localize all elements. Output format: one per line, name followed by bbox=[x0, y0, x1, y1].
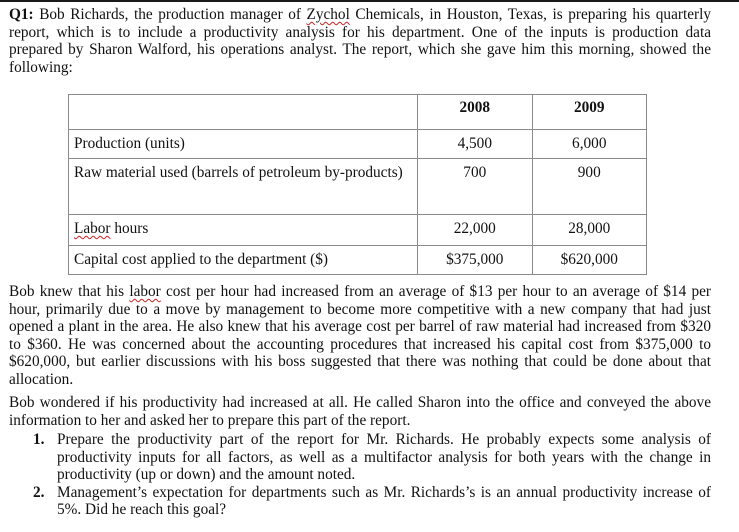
body-paragraph-2: Bob wondered if his productivity had increased at all. He called Sharon into the office and conveyed the above information to her and asked her to prepare this part of the report. bbox=[9, 394, 711, 429]
list-item bbox=[33, 484, 711, 519]
row-label: Production (units) bbox=[69, 130, 418, 159]
list-item-text: Management’s expectation for departments such as Mr. Richards’s is an annual productivity increase of 5%. Did he reach this goal? bbox=[57, 483, 711, 519]
value-2009: $620,000 bbox=[532, 246, 646, 275]
intro-text-a: Bob Richards, the production manager of bbox=[33, 6, 307, 23]
header-cell-blank bbox=[69, 95, 418, 130]
intro-text-b: Chemicals, in Houston, Texas, is preparing his quarterly report, which is to include a productivity analysis for his department. One of the inputs is production data prepared by Sharon Walford, his operations analyst. The report, which she gave him this morning, showed the following: bbox=[9, 6, 711, 76]
top-rule bbox=[0, 0, 739, 2]
row-label bbox=[69, 215, 418, 246]
value-2009: 28,000 bbox=[532, 215, 646, 246]
value-2008: 700 bbox=[418, 159, 532, 215]
row-label: Raw material used (barrels of petroleum by-products) bbox=[69, 159, 418, 215]
question-label: Q1: bbox=[9, 6, 34, 23]
intro-paragraph bbox=[9, 6, 711, 76]
body1-text-b: cost per hour had increased from an average of $13 per hour to an average of $14 per hour, primarily due to a move by management to become more competitive with a new company that had just opened a plant in the area. He also knew that his average cost per barrel of raw material had increased from $320 to $360. He was concerned about the accounting procedures that increased his capital cost from $375,000 to $620,000, but earlier discussions with his boss suggested that there was nothing that could be done about that allocation. bbox=[9, 283, 711, 388]
list-number: 2. bbox=[33, 483, 45, 501]
value-2008: $375,000 bbox=[418, 246, 532, 275]
table-row bbox=[69, 130, 647, 159]
table-row bbox=[69, 215, 647, 246]
value-2008: 22,000 bbox=[418, 215, 532, 246]
header-cell-2009: 2009 bbox=[532, 95, 646, 130]
table-row bbox=[69, 159, 647, 215]
value-2008: 4,500 bbox=[418, 130, 532, 159]
question-list bbox=[33, 431, 711, 519]
list-item bbox=[33, 431, 711, 484]
table-header-row bbox=[69, 95, 647, 130]
list-number: 1. bbox=[33, 431, 45, 448]
header-cell-2008: 2008 bbox=[418, 95, 532, 130]
row-label: Capital cost applied to the department ($) bbox=[69, 246, 418, 275]
value-2009: 900 bbox=[532, 159, 646, 215]
labor-word: labor bbox=[129, 283, 161, 300]
value-2009: 6,000 bbox=[532, 130, 646, 159]
body-paragraph-1 bbox=[9, 283, 711, 389]
table-row bbox=[69, 246, 647, 275]
body1-text-a: Bob knew that his bbox=[9, 283, 130, 300]
production-data-table bbox=[68, 94, 647, 275]
row-label-rest: hours bbox=[110, 220, 149, 237]
company-name-word: Zychol bbox=[306, 6, 350, 23]
list-item-text: Prepare the productivity part of the report for Mr. Richards. He probably expects some analysis of productivity inputs for all factors, as well as a multifactor analysis for both years with the change in productivity (up or down) and the amount noted. bbox=[57, 431, 711, 484]
labor-word: Labor bbox=[74, 220, 111, 237]
